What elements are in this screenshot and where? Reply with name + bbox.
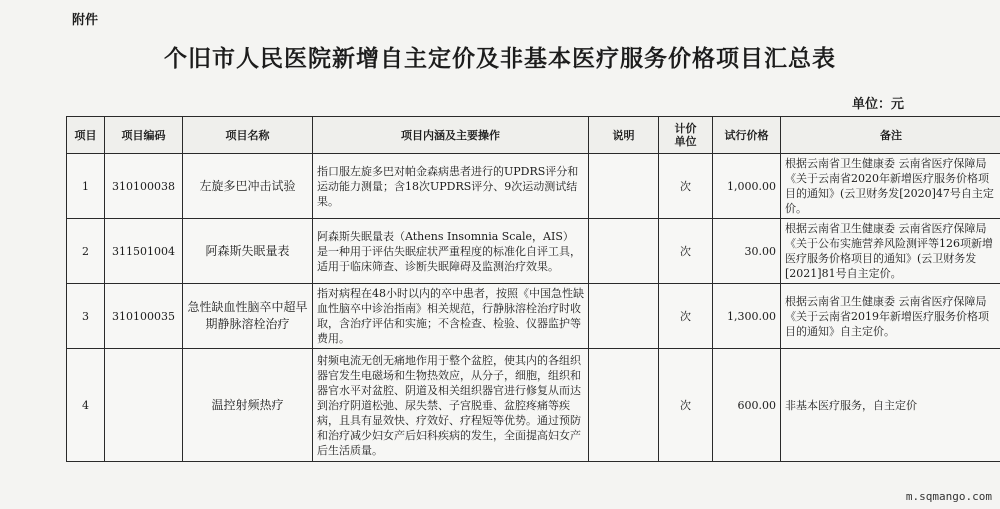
cell-note (589, 154, 659, 219)
cell-no: 2 (67, 219, 105, 284)
table-header-row (67, 117, 1000, 154)
cell-content: 指口服左旋多巴对帕金森病患者进行的UPDRS评分和运动能力测量；含18次UPDRS评分、9次运动测试结果。 (313, 154, 589, 219)
cell-code: 310100038 (105, 154, 183, 219)
unit-label: 单位：元 (852, 97, 905, 112)
cell-price: 1,300.00 (713, 284, 781, 349)
table-row (67, 154, 1000, 219)
cell-code: 311501004 (105, 219, 183, 284)
cell-unit: 次 (659, 154, 713, 219)
cell-name: 阿森斯失眠量表 (183, 219, 313, 284)
header-content: 项目内涵及主要操作 (313, 117, 589, 154)
price-table (66, 116, 1000, 462)
page-title: 个旧市人民医院新增自主定价及非基本医疗服务价格项目汇总表 (164, 46, 836, 72)
cell-price: 600.00 (713, 349, 781, 462)
header-name: 项目名称 (183, 117, 313, 154)
price-table-container (66, 116, 1000, 462)
cell-name: 左旋多巴冲击试验 (183, 154, 313, 219)
cell-unit: 次 (659, 284, 713, 349)
cell-note (589, 284, 659, 349)
cell-name: 温控射频热疗 (183, 349, 313, 462)
cell-no: 1 (67, 154, 105, 219)
header-price: 试行价格 (713, 117, 781, 154)
header-no: 项目 (67, 117, 105, 154)
cell-note (589, 219, 659, 284)
header-note: 说明 (589, 117, 659, 154)
cell-name: 急性缺血性脑卒中超早期静脉溶栓治疗 (183, 284, 313, 349)
cell-remark: 根据云南省卫生健康委 云南省医疗保障局《关于公布实施营养风险测评等126项新增医疗服务价格项目的通知》(云卫财务发[2021]81号自主定价。 (781, 219, 1000, 284)
cell-code: 310100035 (105, 284, 183, 349)
cell-no: 3 (67, 284, 105, 349)
watermark-text: m.sqmango.com (905, 490, 992, 503)
cell-remark: 根据云南省卫生健康委 云南省医疗保障局《关于云南省2020年新增医疗服务价格项目的通知》(云卫财务发[2020]47号自主定价。 (781, 154, 1000, 219)
table-row (67, 284, 1000, 349)
cell-price: 30.00 (713, 219, 781, 284)
cell-code (105, 349, 183, 462)
cell-content: 指对病程在48小时以内的卒中患者，按照《中国急性缺血性脑卒中诊治指南》相关规范，行静脉溶栓治疗时收取，含治疗评估和实施；不含检查、检验、仪器监护等费用。 (313, 284, 589, 349)
cell-remark: 非基本医疗服务，自主定价 (781, 349, 1000, 462)
table-row (67, 349, 1000, 462)
header-remark: 备注 (781, 117, 1000, 154)
cell-content: 射频电流无创无痛地作用于整个盆腔，使其内的各组织器官发生电磁场和生物热效应，从分子，细胞，组织和器官水平对盆腔、阴道及相关组织器官进行修复从而达到治疗阴道松弛、尿失禁、子宫脱垂、盆腔疼痛等疾病，且具有显效快、疗效好、疗程短等优势。通过预防和治疗减少妇女产后妇科疾病的发生，全面提高妇女产后生活质量。 (313, 349, 589, 462)
table-row (67, 219, 1000, 284)
cell-no: 4 (67, 349, 105, 462)
cell-content: 阿森斯失眠量表（Athens Insomnia Scale，AIS）是一种用于评估失眠症状严重程度的标准化自评工具，适用于临床筛查、诊断失眠障碍及监测治疗效果。 (313, 219, 589, 284)
cell-price: 1,000.00 (713, 154, 781, 219)
cell-unit: 次 (659, 219, 713, 284)
attachment-label: 附件 (72, 13, 99, 28)
cell-note (589, 349, 659, 462)
cell-remark: 根据云南省卫生健康委 云南省医疗保障局《关于云南省2019年新增医疗服务价格项目的通知》自主定价。 (781, 284, 1000, 349)
cell-unit: 次 (659, 349, 713, 462)
header-unit: 计价 单位 (659, 117, 713, 154)
header-code: 项目编码 (105, 117, 183, 154)
